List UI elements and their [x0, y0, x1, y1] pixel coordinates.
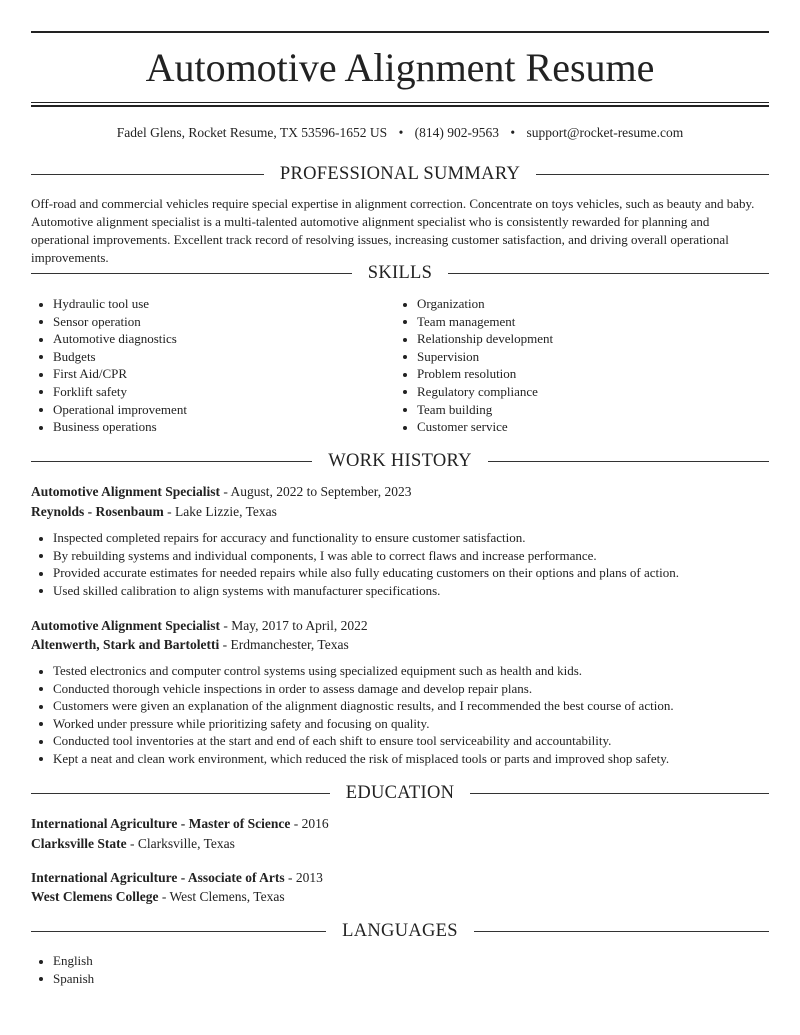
education-degree-line: [31, 869, 769, 887]
education-location: West Clemens, Texas: [169, 889, 285, 904]
skill-item: Hydraulic tool use: [31, 295, 391, 313]
job-location: Erdmanchester, Texas: [230, 637, 349, 652]
contact-separator: •: [398, 125, 404, 140]
education-school-line: [31, 888, 769, 906]
section-title: LANGUAGES: [342, 920, 458, 941]
job-bullet: Conducted thorough vehicle inspections in order to assess damage and develop repair plans.: [31, 680, 769, 698]
section-heading-languages: [31, 919, 769, 943]
job-location: Lake Lizzie, Texas: [175, 504, 277, 519]
job-bullet: Used skilled calibration to align systems with manufacturer specifications.: [31, 582, 769, 600]
skill-item: Team management: [395, 313, 755, 331]
job-title-line: [31, 483, 769, 501]
skill-item: Forklift safety: [31, 383, 391, 401]
job-bullet: Customers were given an explanation of the alignment diagnostic results, and I recommended the best course of action.: [31, 697, 769, 715]
resume-title: Automotive Alignment Resume: [145, 45, 655, 90]
languages-list: [31, 952, 769, 987]
job-bullet: Provided accurate estimates for needed repairs while also fully educating customers on their options and plans of action.: [31, 564, 769, 582]
job-bullet: Tested electronics and computer control systems using specialized equipment such as health and kids.: [31, 662, 769, 680]
separator: -: [126, 836, 138, 851]
separator: -: [290, 816, 302, 831]
skill-item: Sensor operation: [31, 313, 391, 331]
skill-item: Budgets: [31, 348, 391, 366]
separator: -: [158, 889, 170, 904]
education-location: Clarksville, Texas: [137, 836, 235, 851]
education-year: 2013: [295, 870, 323, 885]
separator: -: [284, 870, 296, 885]
job-dates: May, 2017 to April, 2022: [231, 618, 368, 633]
job-bullets: [31, 662, 769, 768]
job-dates: August, 2022 to September, 2023: [230, 484, 412, 499]
education-school: West Clemens College: [31, 889, 159, 904]
contact-address: Fadel Glens, Rocket Resume, TX 53596-1652 US: [116, 125, 388, 140]
skill-item: Relationship development: [395, 330, 755, 348]
job-bullet: Inspected completed repairs for accuracy and functionality to ensure customer satisfaction.: [31, 529, 769, 547]
skill-item: Operational improvement: [31, 401, 391, 419]
separator: -: [163, 504, 176, 519]
education-degree: International Agriculture - Master of Science: [31, 816, 291, 831]
contact-line: [31, 124, 769, 142]
header-double-rule-thick: [31, 105, 769, 107]
skills-list-left: [31, 295, 391, 436]
education-school: Clarksville State: [31, 836, 127, 851]
divider: [31, 461, 312, 462]
divider: [536, 174, 769, 175]
section-heading-skills: [31, 261, 769, 285]
section-heading-education: [31, 781, 769, 805]
job-title: Automotive Alignment Specialist: [31, 618, 220, 633]
skill-item: Supervision: [395, 348, 755, 366]
education-degree: International Agriculture - Associate of Arts: [31, 870, 285, 885]
job-title: Automotive Alignment Specialist: [31, 484, 220, 499]
job-bullet: By rebuilding systems and individual components, I was able to correct flaws and increase performance.: [31, 547, 769, 565]
job-company: Reynolds - Rosenbaum: [31, 504, 164, 519]
education-degree-line: [31, 815, 769, 833]
job-company-line: [31, 503, 769, 521]
skill-item: Regulatory compliance: [395, 383, 755, 401]
contact-phone: (814) 902-9563: [414, 125, 500, 140]
divider: [31, 793, 330, 794]
summary-text: Off-road and commercial vehicles require special expertise in alignment correction. Concentrate on toys vehicles, such as beauty and baby. Automotive alignment specialist is a multi-talented automotive alignment specialist who is consistently rewarded for planning and operational improvements. Excellent track record of resolving issues, increasing customer satisfaction, and driving overall operational improvements.: [31, 196, 755, 265]
section-title: PROFESSIONAL SUMMARY: [279, 163, 521, 184]
divider: [488, 461, 769, 462]
contact-separator: •: [510, 125, 516, 140]
language-item: Spanish: [31, 970, 769, 988]
education-school-line: [31, 835, 769, 853]
skill-item: Automotive diagnostics: [31, 330, 391, 348]
job-company: Altenwerth, Stark and Bartoletti: [31, 637, 220, 652]
education-year: 2016: [301, 816, 329, 831]
job-company-line: [31, 636, 769, 654]
job-bullet: Conducted tool inventories at the start and end of each shift to ensure tool serviceability and accountability.: [31, 732, 769, 750]
section-heading-summary: [31, 162, 769, 186]
skills-list-right: [395, 295, 755, 436]
skill-item: Business operations: [31, 418, 391, 436]
skill-item: Organization: [395, 295, 755, 313]
section-heading-work-history: [31, 449, 769, 473]
section-title: EDUCATION: [345, 782, 455, 803]
divider: [31, 931, 326, 932]
skill-item: Customer service: [395, 418, 755, 436]
contact-email[interactable]: support@rocket-resume.com: [526, 125, 684, 140]
section-title: WORK HISTORY: [328, 450, 472, 471]
job-title-line: [31, 617, 769, 635]
separator: -: [220, 618, 232, 633]
divider: [31, 273, 352, 274]
divider: [470, 793, 769, 794]
skill-item: Team building: [395, 401, 755, 419]
divider: [31, 174, 264, 175]
separator: -: [219, 637, 231, 652]
job-bullet: Worked under pressure while prioritizing safety and focusing on quality.: [31, 715, 769, 733]
language-item: English: [31, 952, 769, 970]
header-top-rule: [31, 31, 769, 33]
skill-item: Problem resolution: [395, 365, 755, 383]
job-bullets: [31, 529, 769, 599]
divider: [448, 273, 769, 274]
separator: -: [220, 484, 231, 499]
section-title: SKILLS: [367, 262, 433, 283]
header-double-rule-thin: [31, 102, 769, 103]
job-bullet: Kept a neat and clean work environment, which reduced the risk of misplaced tools or parts and improved shop safety.: [31, 750, 769, 768]
skill-item: First Aid/CPR: [31, 365, 391, 383]
divider: [474, 931, 769, 932]
